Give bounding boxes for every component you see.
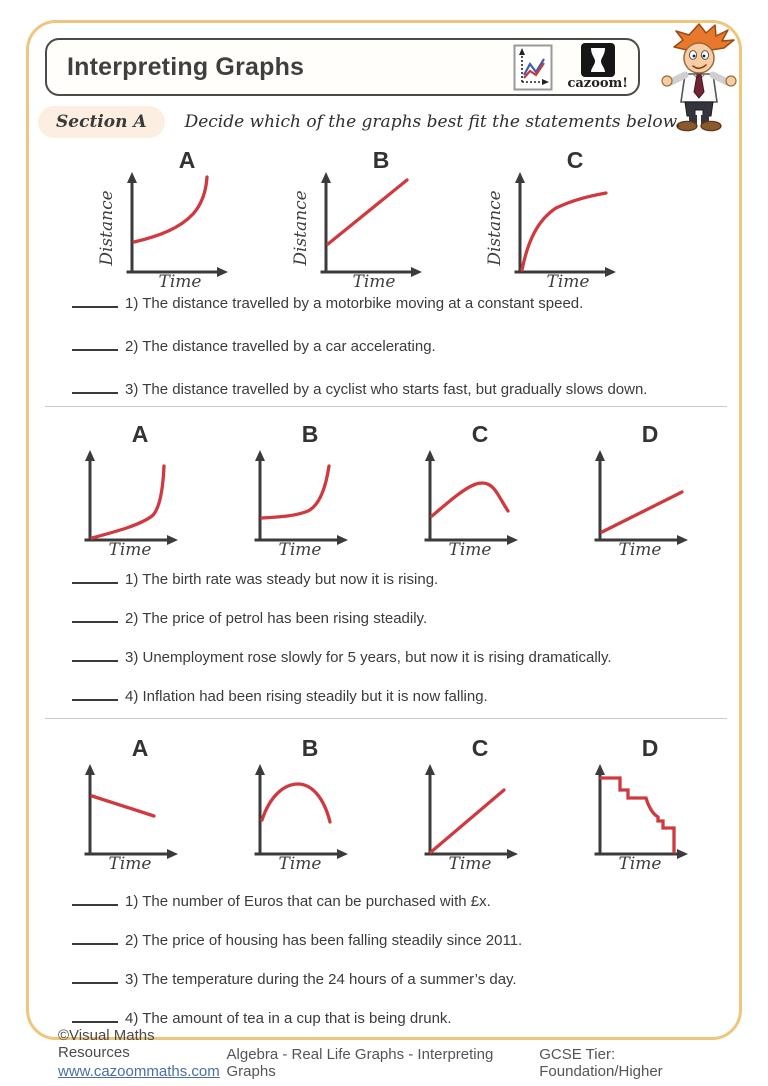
page-title: Interpreting Graphs — [67, 52, 305, 81]
statement-text: 2) The price of petrol has been rising steadily. — [125, 610, 428, 627]
statement-text: 1) The birth rate was steady but now it is rising. — [125, 571, 439, 588]
y-axis-label: Distance — [97, 190, 117, 266]
statement-text: 2) The price of housing has been falling steadily since 2011. — [125, 932, 523, 949]
answer-blank — [72, 1009, 118, 1023]
graph-2a-hockey-stick — [64, 420, 194, 556]
x-axis-label: Time — [278, 540, 322, 556]
footer-tier: GCSE Tier: Foundation/Higher — [539, 1046, 663, 1080]
x-axis-label: Time — [108, 540, 152, 556]
x-axis-label: Time — [158, 272, 202, 288]
graph-group-2 — [64, 420, 704, 556]
graph-3b-arch — [234, 734, 364, 870]
answer-blank — [72, 609, 118, 623]
x-axis-label: Time — [448, 854, 492, 870]
graph-2b-steady-then-rise — [234, 420, 364, 556]
section-a-row — [38, 106, 681, 138]
answer-blank — [72, 337, 118, 351]
graph-3a-falling-line — [64, 734, 194, 870]
statement-row — [72, 294, 647, 313]
graph-3d-staircase — [574, 734, 704, 870]
x-axis-label: Time — [278, 854, 322, 870]
cazoom-logo-mark — [581, 43, 615, 77]
graph-2d-rising-line — [574, 420, 704, 556]
x-axis-label: Time — [618, 540, 662, 556]
statements-group-3 — [72, 892, 522, 1028]
x-axis-label: Time — [618, 854, 662, 870]
y-axis-label: Distance — [485, 190, 505, 266]
statement-text: 4) Inflation had been rising steadily but it is now falling. — [125, 688, 488, 705]
statement-text: 4) The amount of tea in a cup that is being drunk. — [125, 1010, 452, 1027]
answer-blank — [72, 970, 118, 984]
statement-text: 3) The distance travelled by a cyclist who starts fast, but gradually slows down. — [125, 381, 648, 398]
statements-group-2 — [72, 570, 612, 706]
footer-topic: Algebra - Real Life Graphs - Interpreting Graphs — [226, 1046, 494, 1080]
x-axis-label: Time — [352, 272, 396, 288]
x-axis-label: Time — [108, 854, 152, 870]
graph-letter: D — [641, 735, 659, 761]
statement-row — [72, 970, 522, 989]
graph-letter: B — [301, 421, 319, 447]
statement-row — [72, 687, 612, 706]
graph-letter: C — [471, 421, 489, 447]
cazoom-logo-text: cazoom! — [567, 76, 628, 91]
y-axis-label: Distance — [291, 190, 311, 266]
section-instruction: Decide which of the graphs best fit the statements below. — [184, 112, 681, 132]
graph-letter: C — [566, 147, 584, 173]
statement-row — [72, 609, 612, 628]
statement-row — [72, 892, 522, 911]
x-axis-label: Time — [546, 272, 590, 288]
header-icons — [513, 43, 628, 91]
statement-row — [72, 1009, 522, 1028]
statement-text: 1) The number of Euros that can be purchased with £x. — [125, 893, 491, 910]
graph-letter: A — [178, 147, 196, 173]
statement-row — [72, 380, 647, 399]
graph-group-1 — [92, 146, 640, 288]
statement-text: 3) The temperature during the 24 hours of a summer’s day. — [125, 971, 517, 988]
statement-text: 2) The distance travelled by a car accelerating. — [125, 338, 436, 355]
answer-blank — [72, 687, 118, 701]
worksheet-header — [45, 38, 640, 96]
answer-blank — [72, 570, 118, 584]
statement-row — [72, 931, 522, 950]
graph-3c-steep-line — [404, 734, 534, 870]
graph-letter: C — [471, 735, 489, 761]
statement-text: 1) The distance travelled by a motorbike moving at a constant speed. — [125, 295, 584, 312]
copyright-text: ©Visual Maths Resources — [58, 1027, 155, 1061]
section-label: Section A — [38, 106, 165, 138]
graph-1b-linear — [286, 146, 446, 288]
footer-left — [58, 1027, 227, 1080]
graph-2c-peak — [404, 420, 534, 556]
statement-row — [72, 337, 647, 356]
graph-letter: B — [301, 735, 319, 761]
graph-letter: A — [131, 735, 149, 761]
answer-blank — [72, 380, 118, 394]
cazoom-logo — [567, 43, 628, 91]
x-axis-label: Time — [448, 540, 492, 556]
statements-group-1 — [72, 294, 647, 399]
worksheet-footer — [58, 1027, 738, 1080]
line-chart-icon — [513, 44, 553, 91]
statement-text: 3) Unemployment rose slowly for 5 years, but now it is rising dramatically. — [125, 649, 612, 666]
answer-blank — [72, 892, 118, 906]
answer-blank — [72, 648, 118, 662]
answer-blank — [72, 294, 118, 308]
graph-1c-decelerating — [480, 146, 640, 288]
section-divider — [45, 718, 727, 719]
graph-letter: A — [131, 421, 149, 447]
graph-letter: B — [372, 147, 390, 173]
website-link[interactable]: www.cazoommaths.com — [58, 1063, 220, 1080]
graph-letter: D — [641, 421, 659, 447]
graph-group-3 — [64, 734, 704, 870]
section-divider — [45, 406, 727, 407]
statement-row — [72, 570, 612, 589]
statement-row — [72, 648, 612, 667]
graph-1a-accelerating — [92, 146, 252, 288]
answer-blank — [72, 931, 118, 945]
